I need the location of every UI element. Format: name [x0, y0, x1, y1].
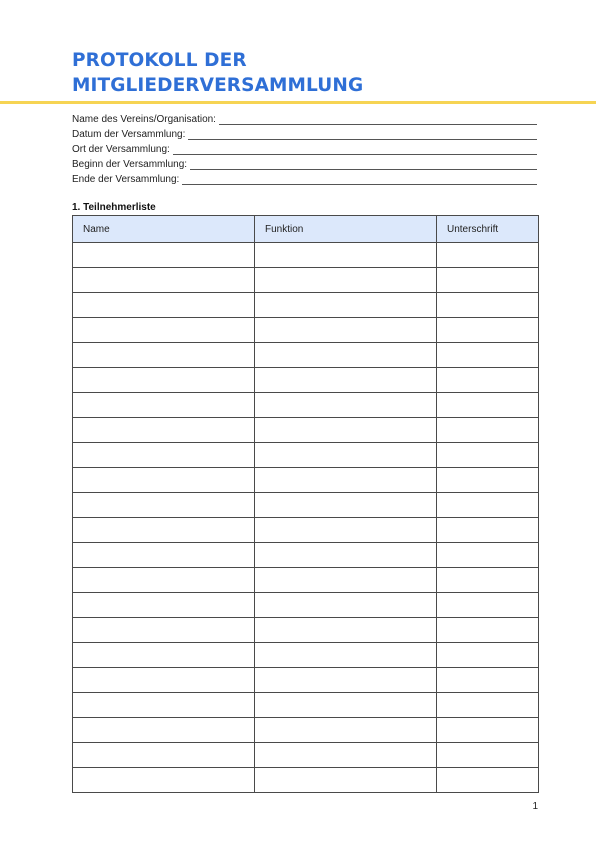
signature-cell[interactable]: [437, 593, 539, 618]
signature-cell[interactable]: [437, 393, 539, 418]
function-cell[interactable]: [255, 693, 437, 718]
function-cell[interactable]: [255, 568, 437, 593]
table-row: [73, 343, 539, 368]
table-row: [73, 243, 539, 268]
name-cell[interactable]: [73, 243, 255, 268]
function-cell[interactable]: [255, 268, 437, 293]
function-cell[interactable]: [255, 493, 437, 518]
name-cell[interactable]: [73, 668, 255, 693]
function-cell[interactable]: [255, 368, 437, 393]
column-header-name: Name: [73, 216, 255, 243]
function-cell[interactable]: [255, 318, 437, 343]
meeting-info-fields: [72, 111, 537, 186]
table-row: [73, 393, 539, 418]
table-header-row: [73, 216, 539, 243]
name-cell[interactable]: [73, 543, 255, 568]
meeting-end-field[interactable]: [182, 175, 537, 185]
name-cell[interactable]: [73, 443, 255, 468]
signature-cell[interactable]: [437, 693, 539, 718]
name-cell[interactable]: [73, 393, 255, 418]
column-header-function: Funktion: [255, 216, 437, 243]
function-cell[interactable]: [255, 293, 437, 318]
table-row: [73, 543, 539, 568]
function-cell[interactable]: [255, 618, 437, 643]
signature-cell[interactable]: [437, 243, 539, 268]
page-title: PROTOKOLL DER MITGLIEDERVERSAMMLUNG: [72, 50, 364, 96]
name-cell[interactable]: [73, 518, 255, 543]
table-row: [73, 293, 539, 318]
field-row-organisation: [72, 111, 537, 126]
function-cell[interactable]: [255, 718, 437, 743]
name-cell[interactable]: [73, 343, 255, 368]
table-row: [73, 693, 539, 718]
meeting-location-field[interactable]: [173, 145, 537, 155]
function-cell[interactable]: [255, 593, 437, 618]
name-cell[interactable]: [73, 468, 255, 493]
meeting-date-field[interactable]: [188, 130, 537, 140]
function-cell[interactable]: [255, 393, 437, 418]
function-cell[interactable]: [255, 343, 437, 368]
signature-cell[interactable]: [437, 568, 539, 593]
field-label: Name des Vereins/Organisation:: [72, 114, 216, 125]
meeting-start-field[interactable]: [190, 160, 537, 170]
name-cell[interactable]: [73, 318, 255, 343]
name-cell[interactable]: [73, 368, 255, 393]
function-cell[interactable]: [255, 768, 437, 793]
participants-table-body: [73, 243, 539, 793]
table-row: [73, 518, 539, 543]
function-cell[interactable]: [255, 543, 437, 568]
table-row: [73, 418, 539, 443]
signature-cell[interactable]: [437, 443, 539, 468]
table-row: [73, 568, 539, 593]
signature-cell[interactable]: [437, 518, 539, 543]
table-row: [73, 443, 539, 468]
signature-cell[interactable]: [437, 368, 539, 393]
signature-cell[interactable]: [437, 318, 539, 343]
field-row-start: [72, 156, 537, 171]
table-row: [73, 668, 539, 693]
function-cell[interactable]: [255, 743, 437, 768]
field-label: Ende der Versammlung:: [72, 174, 180, 185]
function-cell[interactable]: [255, 468, 437, 493]
function-cell[interactable]: [255, 418, 437, 443]
name-cell[interactable]: [73, 768, 255, 793]
field-row-end: [72, 171, 537, 186]
table-row: [73, 768, 539, 793]
participants-table: [72, 215, 539, 793]
name-cell[interactable]: [73, 693, 255, 718]
table-row: [73, 593, 539, 618]
name-cell[interactable]: [73, 718, 255, 743]
title-divider: [0, 101, 596, 104]
signature-cell[interactable]: [437, 543, 539, 568]
signature-cell[interactable]: [437, 618, 539, 643]
name-cell[interactable]: [73, 268, 255, 293]
table-row: [73, 368, 539, 393]
table-row: [73, 493, 539, 518]
name-cell[interactable]: [73, 493, 255, 518]
signature-cell[interactable]: [437, 293, 539, 318]
function-cell[interactable]: [255, 668, 437, 693]
field-label: Ort der Versammlung:: [72, 144, 170, 155]
function-cell[interactable]: [255, 443, 437, 468]
table-row: [73, 318, 539, 343]
signature-cell[interactable]: [437, 493, 539, 518]
field-row-location: [72, 141, 537, 156]
function-cell[interactable]: [255, 643, 437, 668]
column-header-signature: Unterschrift: [437, 216, 539, 243]
name-cell[interactable]: [73, 293, 255, 318]
signature-cell[interactable]: [437, 418, 539, 443]
signature-cell[interactable]: [437, 343, 539, 368]
table-row: [73, 468, 539, 493]
function-cell[interactable]: [255, 243, 437, 268]
name-cell[interactable]: [73, 568, 255, 593]
field-row-date: [72, 126, 537, 141]
table-row: [73, 643, 539, 668]
signature-cell[interactable]: [437, 768, 539, 793]
function-cell[interactable]: [255, 518, 437, 543]
field-label: Datum der Versammlung:: [72, 129, 186, 140]
signature-cell[interactable]: [437, 643, 539, 668]
name-cell[interactable]: [73, 593, 255, 618]
name-cell[interactable]: [73, 743, 255, 768]
signature-cell[interactable]: [437, 743, 539, 768]
signature-cell[interactable]: [437, 268, 539, 293]
table-row: [73, 718, 539, 743]
table-row: [73, 268, 539, 293]
signature-cell[interactable]: [437, 668, 539, 693]
name-cell[interactable]: [73, 418, 255, 443]
organisation-name-field[interactable]: [219, 115, 537, 125]
table-row: [73, 618, 539, 643]
signature-cell[interactable]: [437, 718, 539, 743]
page-number: 1: [532, 801, 538, 812]
name-cell[interactable]: [73, 643, 255, 668]
section-title-participants: 1. Teilnehmerliste: [72, 202, 156, 213]
field-label: Beginn der Versammlung:: [72, 159, 188, 170]
signature-cell[interactable]: [437, 468, 539, 493]
table-row: [73, 743, 539, 768]
name-cell[interactable]: [73, 618, 255, 643]
